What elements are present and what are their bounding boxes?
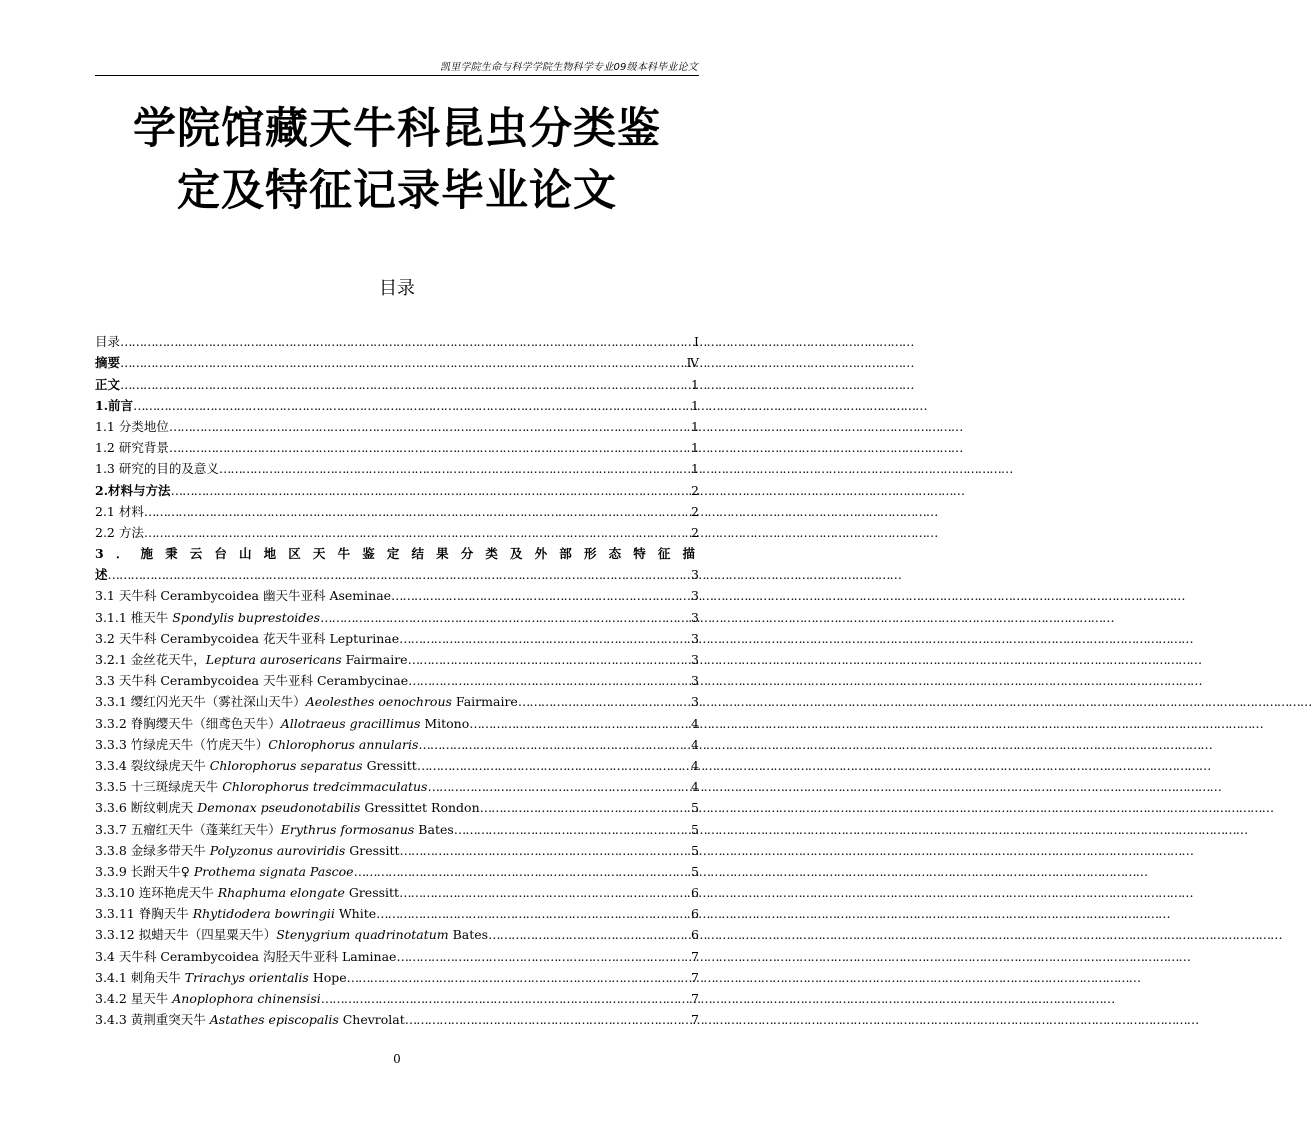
toc-label-text: 3.3.3 竹绿虎天牛（竹虎天牛） <box>95 736 269 752</box>
toc-dot-leader <box>480 797 689 818</box>
toc-entry-label <box>95 628 399 649</box>
toc-entry-label <box>95 1009 405 1030</box>
toc-entry-label <box>95 522 144 543</box>
toc-author-name: Gressitt <box>345 842 400 858</box>
toc-author-name: Bates <box>414 821 454 837</box>
page-number: 0 <box>393 1052 401 1066</box>
toc-entry-label <box>95 691 518 712</box>
toc-page-number: 4 <box>691 736 699 752</box>
toc-entry[interactable] <box>95 670 699 691</box>
toc-label-text: 3.4.2 星天牛 <box>95 991 173 1006</box>
toc-page-number: 4 <box>691 757 699 773</box>
toc-label-text: 3.3.1 缨红闪光天牛（雾社深山天牛） <box>95 694 306 710</box>
toc-dot-leader <box>144 522 689 543</box>
toc-species-name: Polyzonus auroviridis <box>209 842 346 858</box>
toc-entry-label <box>95 564 108 585</box>
toc-page-number: 5 <box>691 800 699 816</box>
toc-entry[interactable] <box>95 1009 699 1030</box>
toc-entry-label <box>95 967 347 988</box>
toc-entry[interactable] <box>95 458 699 479</box>
toc-label-text: 3.2 天牛科 Cerambycoidea 花天牛亚科 Lepturinae <box>95 630 400 646</box>
toc-dot-leader <box>399 882 689 903</box>
toc-entry[interactable] <box>95 924 699 945</box>
toc-label-text: 3.4.3 黄荆重突天牛 <box>95 1012 210 1028</box>
toc-page-number: 2 <box>691 503 699 519</box>
toc-entry-label <box>95 501 144 522</box>
toc-page-number: 1 <box>691 461 699 477</box>
toc-label-text: 摘要 <box>95 355 121 371</box>
toc-label-text: 3.4.1 刺角天牛 <box>95 969 185 985</box>
toc-species-name: Allotraeus gracillimus <box>280 715 421 731</box>
toc-species-name: Rhaphuma elongate <box>217 885 345 901</box>
toc-label-text: 3.3.2 脊胸缨天牛（细鸢色天牛） <box>95 715 281 731</box>
toc-label-text: 3.3.10 连环艳虎天牛 <box>95 885 218 901</box>
toc-page-number: 5 <box>691 863 699 879</box>
toc-label-text: 3.3.5 十三斑绿虎天牛 <box>95 779 223 795</box>
toc-entry[interactable] <box>95 861 699 882</box>
toc-page-number: 3 <box>691 609 699 625</box>
toc-dot-leader <box>120 352 684 373</box>
toc-entry-label <box>95 395 133 416</box>
toc-entry-label <box>95 331 120 352</box>
toc-dot-leader <box>469 713 689 734</box>
toc-dot-leader <box>120 374 689 395</box>
toc-dot-leader <box>133 395 689 416</box>
toc-dot-leader <box>144 501 689 522</box>
toc-label-text: 3.3 天牛科 Cerambycoidea 天牛亚科 Cerambycinae <box>95 673 409 689</box>
running-header: 凯里学院生命与科学学院生物科学专业09级本科毕业论文 <box>440 62 698 73</box>
toc-entry[interactable] <box>95 945 699 966</box>
toc-label-text: 1.1 分类地位 <box>95 418 169 434</box>
toc-dot-leader <box>391 585 689 606</box>
toc-page-number: 4 <box>691 779 699 795</box>
toc-page-number: 3 <box>691 567 699 583</box>
toc-entry[interactable] <box>95 352 699 373</box>
toc-dot-leader <box>321 988 689 1009</box>
toc-dot-leader <box>108 564 690 585</box>
toc-dot-leader <box>376 903 689 924</box>
toc-page-number: 2 <box>691 524 699 540</box>
toc-label-text: 3.3.9 长跗天牛♀ <box>95 863 194 879</box>
title-line-2: 定及特征记录毕业论文 <box>177 166 617 216</box>
toc-dot-leader <box>418 734 689 755</box>
toc-entry-label <box>95 988 321 1009</box>
toc-page-number: 7 <box>691 991 699 1006</box>
toc-entry[interactable] <box>95 882 699 903</box>
toc-species-name: Trirachys orientalis <box>184 969 309 985</box>
toc-entry-line2 <box>95 564 699 585</box>
toc-dot-leader <box>399 628 689 649</box>
toc-label-text: 3.3.7 五瘤红天牛（蓬莱红天牛） <box>95 821 281 837</box>
toc-dot-leader <box>171 480 689 501</box>
toc-entry[interactable] <box>95 967 699 988</box>
toc-dot-leader <box>417 755 689 776</box>
toc-dot-leader <box>518 691 689 712</box>
toc-species-name: Anoplophora chinensisi <box>172 991 321 1006</box>
toc-entry-label <box>95 352 120 373</box>
toc-page-number: 7 <box>691 969 699 985</box>
toc-species-name: Chlorophorus annularis <box>268 736 419 752</box>
toc-dot-leader <box>354 861 689 882</box>
toc-page-number: 6 <box>691 885 699 901</box>
toc-entry-label <box>95 713 469 734</box>
toc-label-text: 目录 <box>95 334 121 350</box>
toc-label-text: 3.3.12 拟蜡天牛（四星粟天牛） <box>95 927 277 943</box>
toc-entry[interactable] <box>95 755 699 776</box>
toc-dot-leader <box>219 458 689 479</box>
table-of-contents <box>95 331 699 1030</box>
toc-entry-label <box>95 734 418 755</box>
toc-entry-label <box>95 776 427 797</box>
toc-entry-label <box>95 649 408 670</box>
toc-entry[interactable] <box>95 649 699 670</box>
toc-entry-label <box>95 840 400 861</box>
toc-entry-label <box>95 797 480 818</box>
toc-dot-leader <box>427 776 689 797</box>
toc-label-text: 3.4 天牛科 Cerambycoidea 沟胫天牛亚科 Laminae <box>95 948 397 964</box>
toc-entry[interactable] <box>95 479 699 500</box>
toc-entry[interactable] <box>95 331 699 352</box>
toc-page-number: 6 <box>691 906 699 922</box>
toc-entry-label <box>95 924 488 945</box>
toc-dot-leader <box>405 1009 689 1030</box>
toc-entry[interactable] <box>95 501 699 522</box>
toc-page-number: 3 <box>691 652 699 667</box>
toc-species-name: Aeolesthes oenochrous <box>305 694 452 710</box>
toc-entry-label <box>95 374 120 395</box>
title-line-1: 学院馆藏天牛科昆虫分类鉴 <box>133 104 661 154</box>
toc-species-name: Prothema signata Pascoe <box>193 863 354 879</box>
toc-heading: 目录 <box>379 278 415 299</box>
toc-dot-leader <box>120 331 692 352</box>
toc-dot-leader <box>347 967 689 988</box>
toc-entry[interactable] <box>95 437 699 458</box>
toc-entry[interactable] <box>95 606 699 627</box>
toc-page-number: 7 <box>691 1012 699 1028</box>
toc-species-name: Rhytidodera bowringii <box>192 906 335 922</box>
toc-entry[interactable] <box>95 395 699 416</box>
toc-label-text: 3.3.8 金绿多带天牛 <box>95 842 210 858</box>
toc-entry[interactable] <box>95 797 699 818</box>
toc-entry-label-line1: 3．施秉云台山地区天牛鉴定结果分类及外部形态特征描 <box>95 545 699 561</box>
toc-species-name: Astathes episcopalis <box>209 1012 339 1028</box>
toc-page-number: 5 <box>691 842 699 858</box>
toc-species-name: Chlorophorus tredcimmaculatus <box>222 779 428 795</box>
toc-entry[interactable] <box>95 628 699 649</box>
toc-author-name: Bates <box>448 927 489 943</box>
toc-dot-leader <box>408 649 689 670</box>
toc-page-number: 3 <box>691 630 699 646</box>
toc-author-name: Fairmaire <box>341 652 408 667</box>
toc-label-text: 1.前言 <box>95 397 134 413</box>
toc-dot-leader <box>400 840 690 861</box>
toc-species-name: Leptura aurosericans <box>205 652 342 667</box>
toc-label-text: 3.1.1 椎天牛 <box>95 609 173 625</box>
toc-species-name: Stenygrium quadrinotatum <box>276 927 449 943</box>
toc-entry-label <box>95 585 391 606</box>
toc-entry[interactable] <box>95 776 699 797</box>
toc-page-number: 6 <box>691 927 699 943</box>
toc-author-name: Fairmaire <box>451 694 518 710</box>
toc-author-name: Mitono <box>420 715 470 731</box>
toc-entry[interactable] <box>95 416 699 437</box>
toc-page-number: 1 <box>691 440 699 456</box>
toc-entry-label <box>95 882 399 903</box>
toc-entry[interactable] <box>95 585 699 606</box>
toc-entry[interactable] <box>95 903 699 924</box>
toc-species-name: Demonax pseudonotabilis <box>197 800 361 816</box>
toc-entry-label <box>95 416 169 437</box>
toc-entry-label <box>95 670 408 691</box>
toc-author-name: Gressitt <box>362 757 417 773</box>
header-rule <box>95 75 699 76</box>
toc-label-text: 3.1 天牛科 Cerambycoidea 幽天牛亚科 Aseminae <box>95 588 392 604</box>
toc-label-text: 述 <box>95 567 108 583</box>
toc-page-number: 3 <box>691 588 699 604</box>
toc-entry[interactable] <box>95 734 699 755</box>
toc-entry-label <box>95 903 376 924</box>
toc-page-number: 3 <box>691 694 699 710</box>
toc-page-number: 1 <box>691 376 699 392</box>
toc-entry[interactable] <box>95 818 699 839</box>
toc-label-text: 2.2 方法 <box>95 524 144 540</box>
toc-species-name: Chlorophorus separatus <box>209 757 363 773</box>
toc-entry-label <box>95 480 171 501</box>
toc-entry[interactable] <box>95 691 699 712</box>
toc-entry[interactable] <box>95 840 699 861</box>
toc-entry[interactable] <box>95 712 699 733</box>
toc-page-number: 4 <box>691 715 699 731</box>
toc-dot-leader <box>320 607 689 628</box>
toc-entry-label <box>95 458 219 479</box>
toc-entry-label <box>95 437 169 458</box>
toc-author-name: Gressittet Rondon <box>360 800 480 816</box>
toc-page-number: 3 <box>691 673 699 689</box>
toc-label-text: 2.材料与方法 <box>95 482 171 498</box>
document-title <box>80 98 714 222</box>
toc-label-text: 正文 <box>95 376 121 392</box>
toc-dot-leader <box>169 416 689 437</box>
toc-label-text: 3.2.1 金丝花天牛， <box>95 652 206 667</box>
toc-label-text: 3.3.4 裂纹绿虎天牛 <box>95 757 210 773</box>
toc-entry-label <box>95 819 454 840</box>
toc-page-number: 1 <box>691 418 699 434</box>
toc-page-number: I <box>694 334 699 350</box>
toc-dot-leader <box>169 437 689 458</box>
toc-page-number: 5 <box>691 821 699 837</box>
toc-label-text: 2.1 材料 <box>95 503 144 519</box>
toc-page-number: Ⅳ <box>686 355 699 371</box>
toc-species-name: Spondylis buprestoides <box>172 609 321 625</box>
toc-page-number: 2 <box>691 482 699 498</box>
toc-entry-label <box>95 946 396 967</box>
toc-label-text: 1.2 研究背景 <box>95 440 169 456</box>
toc-author-name: Gressitt <box>344 885 400 901</box>
toc-label-text: 1.3 研究的目的及意义 <box>95 461 219 477</box>
toc-entry[interactable] <box>95 373 699 394</box>
toc-page-number: 7 <box>691 948 699 964</box>
toc-dot-leader <box>488 924 689 945</box>
toc-dot-leader <box>408 670 689 691</box>
toc-author-name: White <box>334 906 377 922</box>
toc-entry[interactable] <box>95 543 699 585</box>
toc-dot-leader <box>454 819 689 840</box>
toc-page-number: 1 <box>691 397 699 413</box>
toc-entry[interactable] <box>95 522 699 543</box>
toc-dot-leader <box>396 946 689 967</box>
toc-entry-label <box>95 755 417 776</box>
toc-label-text: 3.3.6 断纹刺虎天 <box>95 800 198 816</box>
toc-entry[interactable] <box>95 988 699 1009</box>
toc-author-name: Hope <box>308 969 347 985</box>
toc-species-name: Erythrus formosanus <box>280 821 415 837</box>
toc-entry-label <box>95 861 354 882</box>
toc-entry-label <box>95 607 320 628</box>
toc-author-name: Chevrolat <box>338 1012 405 1028</box>
toc-label-text: 3.3.11 脊胸天牛 <box>95 906 193 922</box>
